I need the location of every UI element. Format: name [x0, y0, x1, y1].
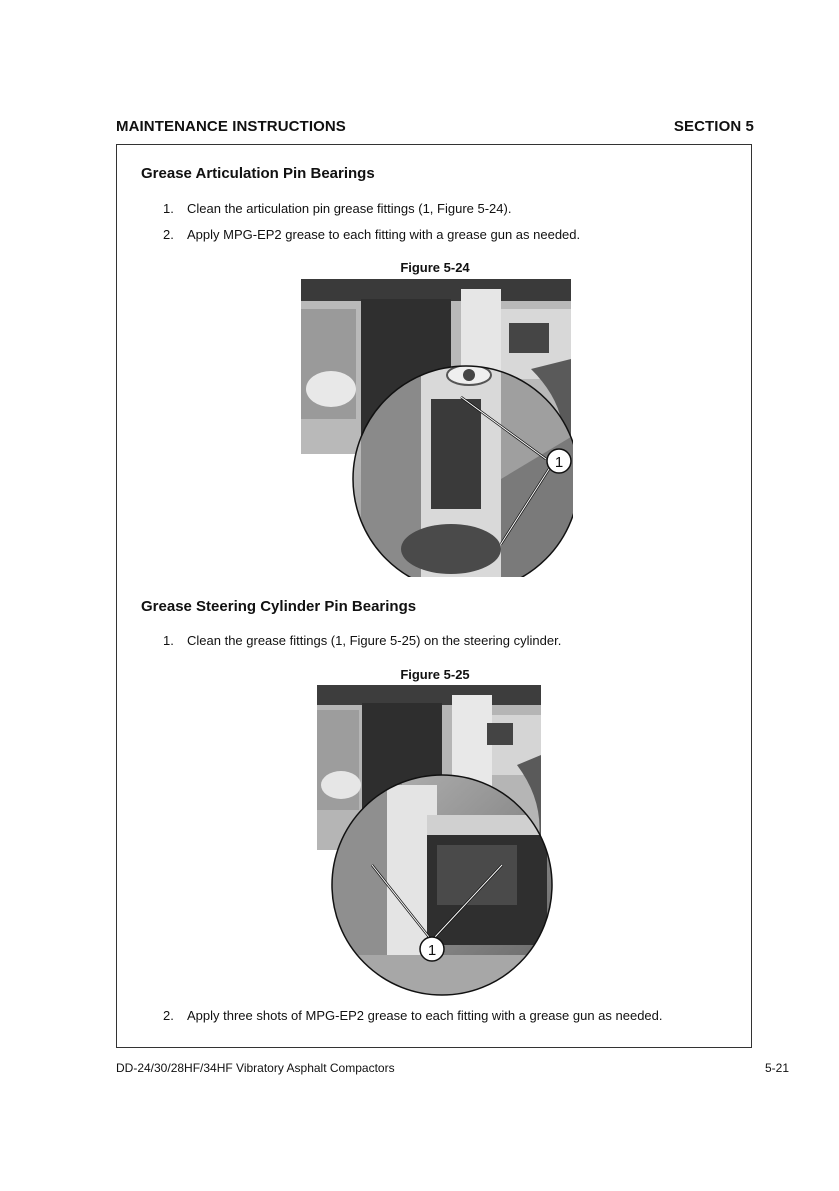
footer-page-number: 5-21 — [764, 1061, 789, 1075]
step-text: Apply MPG-EP2 grease to each fitting with a grease gun as needed. — [187, 227, 581, 242]
step-number: 2. — [163, 1008, 174, 1023]
figure-5-25-photo — [317, 685, 557, 997]
step-item — [163, 201, 703, 216]
step-item — [163, 633, 703, 648]
footer-doc-title: DD-24/30/28HF/34HF Vibratory Asphalt Compactors — [116, 1061, 395, 1075]
header-section: SECTION 5 — [673, 118, 754, 135]
section-title-articulation: Grease Articulation Pin Bearings — [141, 165, 375, 182]
figure-caption-5-25: Figure 5-25 — [400, 667, 470, 682]
figure-5-25-callout: 1 — [427, 942, 437, 959]
step-item — [163, 227, 703, 242]
step-text: Apply three shots of MPG-EP2 grease to each fitting with a grease gun as needed. — [187, 1008, 663, 1023]
step-number: 1. — [163, 201, 174, 216]
figure-caption-5-24: Figure 5-24 — [400, 260, 470, 275]
figure-5-24-photo — [301, 279, 573, 577]
step-text: Clean the grease fittings (1, Figure 5-25) on the steering cylinder. — [187, 633, 562, 648]
header-title: MAINTENANCE INSTRUCTIONS — [116, 118, 346, 135]
step-text: Clean the articulation pin grease fittings (1, Figure 5-24). — [187, 201, 512, 216]
step-item — [163, 1007, 703, 1024]
figure-5-24-callout: 1 — [554, 454, 564, 471]
step-number: 1. — [163, 633, 174, 648]
content-box — [116, 144, 752, 1048]
section-title-steering: Grease Steering Cylinder Pin Bearings — [141, 598, 417, 615]
step-number: 2. — [163, 227, 174, 242]
